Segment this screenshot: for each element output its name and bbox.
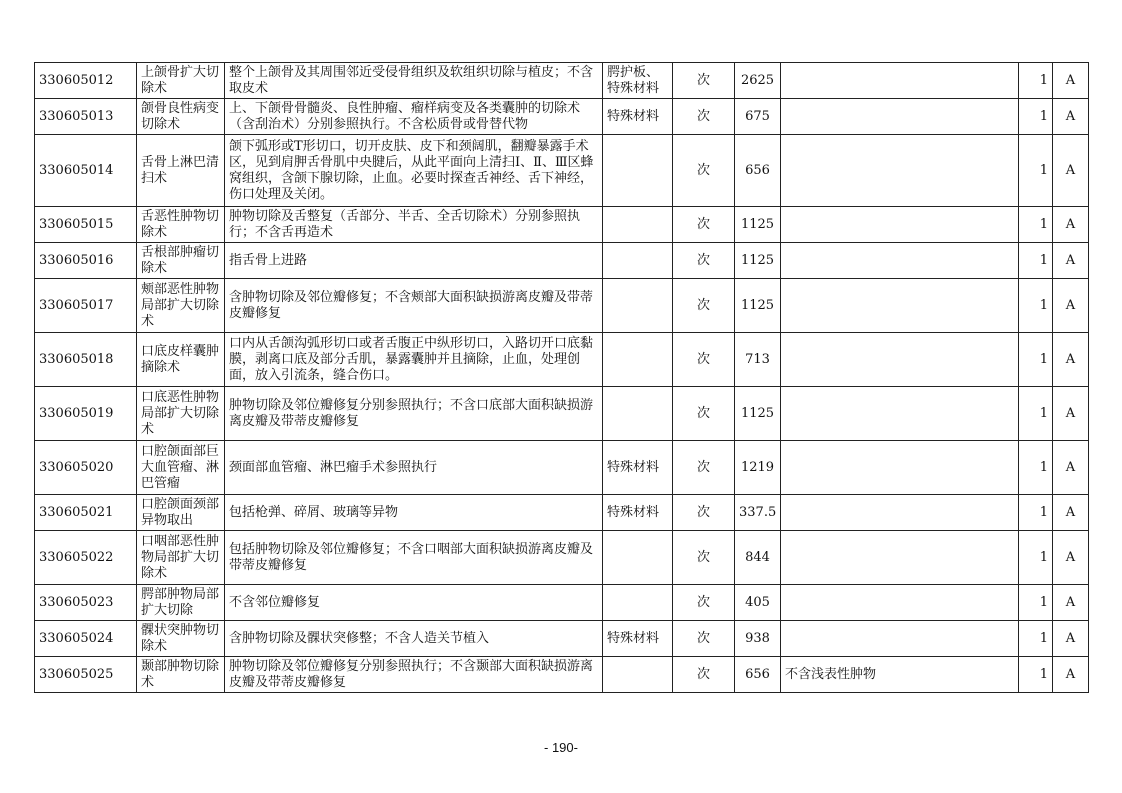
price-cell: 337.5 xyxy=(735,495,781,531)
table-row xyxy=(35,495,1089,531)
remark-cell xyxy=(781,441,1019,495)
grade-cell: A xyxy=(1053,387,1089,441)
excluded-material-cell xyxy=(603,333,673,387)
excluded-material-cell xyxy=(603,279,673,333)
unit-cell: 次 xyxy=(673,387,735,441)
item-name-cell: 上颌骨扩大切除术 xyxy=(137,63,225,99)
grade-cell: A xyxy=(1053,657,1089,693)
item-content-cell: 上、下颌骨骨髓炎、良性肿瘤、瘤样病变及各类囊肿的切除术（含刮治术）分别参照执行。不含松质骨或骨替代物 xyxy=(225,99,603,135)
grade-cell: A xyxy=(1053,441,1089,495)
price-cell: 656 xyxy=(735,135,781,207)
item-content-cell: 含肿物切除及髁状突修整；不含人造关节植入 xyxy=(225,621,603,657)
table-row xyxy=(35,585,1089,621)
price-cell: 1219 xyxy=(735,441,781,495)
remark-cell xyxy=(781,585,1019,621)
item-name-cell: 舌根部肿瘤切除术 xyxy=(137,243,225,279)
grade-cell: A xyxy=(1053,135,1089,207)
price-cell: 1125 xyxy=(735,243,781,279)
remark-cell xyxy=(781,207,1019,243)
grade-cell: A xyxy=(1053,495,1089,531)
unit-cell: 次 xyxy=(673,657,735,693)
table-row xyxy=(35,387,1089,441)
item-content-cell: 指舌骨上进路 xyxy=(225,243,603,279)
table-row xyxy=(35,657,1089,693)
remark-cell xyxy=(781,99,1019,135)
item-name-cell: 口腔颌面部巨大血管瘤、淋巴管瘤 xyxy=(137,441,225,495)
item-name-cell: 颊部恶性肿物局部扩大切除术 xyxy=(137,279,225,333)
remark-cell xyxy=(781,387,1019,441)
item-code-cell: 330605015 xyxy=(35,207,137,243)
excluded-material-cell xyxy=(603,657,673,693)
item-code-cell: 330605022 xyxy=(35,531,137,585)
table-row xyxy=(35,63,1089,99)
grade-cell: A xyxy=(1053,585,1089,621)
item-name-cell: 口咽部恶性肿物局部扩大切除术 xyxy=(137,531,225,585)
item-code-cell: 330605020 xyxy=(35,441,137,495)
remark-cell xyxy=(781,135,1019,207)
fee-schedule-table xyxy=(34,62,1089,693)
price-cell: 844 xyxy=(735,531,781,585)
item-code-cell: 330605024 xyxy=(35,621,137,657)
item-code-cell: 330605013 xyxy=(35,99,137,135)
price-cell: 675 xyxy=(735,99,781,135)
remark-cell: 不含浅表性肿物 xyxy=(781,657,1019,693)
item-code-cell: 330605023 xyxy=(35,585,137,621)
item-name-cell: 舌骨上淋巴清扫术 xyxy=(137,135,225,207)
item-code-cell: 330605018 xyxy=(35,333,137,387)
excluded-material-cell: 特殊材料 xyxy=(603,99,673,135)
item-content-cell: 整个上颌骨及其周围邻近受侵骨组织及软组织切除与植皮；不含取皮术 xyxy=(225,63,603,99)
count-cell: 1 xyxy=(1019,585,1053,621)
excluded-material-cell: 特殊材料 xyxy=(603,441,673,495)
remark-cell xyxy=(781,495,1019,531)
item-content-cell: 含肿物切除及邻位瓣修复；不含颊部大面积缺损游离皮瓣及带蒂皮瓣修复 xyxy=(225,279,603,333)
excluded-material-cell xyxy=(603,585,673,621)
count-cell: 1 xyxy=(1019,207,1053,243)
price-cell: 405 xyxy=(735,585,781,621)
unit-cell: 次 xyxy=(673,99,735,135)
item-content-cell: 不含邻位瓣修复 xyxy=(225,585,603,621)
count-cell: 1 xyxy=(1019,99,1053,135)
item-content-cell: 口内从舌颌沟弧形切口或者舌腹正中纵形切口，入路切开口底黏膜，剥离口底及部分舌肌，暴露囊肿并且摘除，止血，处理创面，放入引流条，缝合伤口。 xyxy=(225,333,603,387)
item-content-cell: 包括枪弹、碎屑、玻璃等异物 xyxy=(225,495,603,531)
count-cell: 1 xyxy=(1019,387,1053,441)
count-cell: 1 xyxy=(1019,63,1053,99)
remark-cell xyxy=(781,63,1019,99)
price-cell: 938 xyxy=(735,621,781,657)
excluded-material-cell: 腭护板、特殊材料 xyxy=(603,63,673,99)
remark-cell xyxy=(781,279,1019,333)
item-code-cell: 330605012 xyxy=(35,63,137,99)
item-name-cell: 口底恶性肿物局部扩大切除术 xyxy=(137,387,225,441)
item-code-cell: 330605016 xyxy=(35,243,137,279)
unit-cell: 次 xyxy=(673,207,735,243)
count-cell: 1 xyxy=(1019,243,1053,279)
count-cell: 1 xyxy=(1019,441,1053,495)
item-name-cell: 颞部肿物切除术 xyxy=(137,657,225,693)
excluded-material-cell xyxy=(603,387,673,441)
count-cell: 1 xyxy=(1019,495,1053,531)
item-name-cell: 髁状突肿物切除术 xyxy=(137,621,225,657)
item-code-cell: 330605025 xyxy=(35,657,137,693)
price-cell: 656 xyxy=(735,657,781,693)
item-content-cell: 包括肿物切除及邻位瓣修复；不含口咽部大面积缺损游离皮瓣及带蒂皮瓣修复 xyxy=(225,531,603,585)
item-name-cell: 口底皮样囊肿摘除术 xyxy=(137,333,225,387)
table-row xyxy=(35,135,1089,207)
grade-cell: A xyxy=(1053,63,1089,99)
remark-cell xyxy=(781,333,1019,387)
table-row xyxy=(35,441,1089,495)
price-cell: 1125 xyxy=(735,279,781,333)
table-row xyxy=(35,333,1089,387)
count-cell: 1 xyxy=(1019,135,1053,207)
item-content-cell: 肿物切除及邻位瓣修复分别参照执行；不含口底部大面积缺损游离皮瓣及带蒂皮瓣修复 xyxy=(225,387,603,441)
price-cell: 1125 xyxy=(735,387,781,441)
table-row xyxy=(35,99,1089,135)
unit-cell: 次 xyxy=(673,243,735,279)
table-row xyxy=(35,621,1089,657)
unit-cell: 次 xyxy=(673,621,735,657)
item-content-cell: 颈面部血管瘤、淋巴瘤手术参照执行 xyxy=(225,441,603,495)
unit-cell: 次 xyxy=(673,135,735,207)
count-cell: 1 xyxy=(1019,279,1053,333)
unit-cell: 次 xyxy=(673,333,735,387)
remark-cell xyxy=(781,243,1019,279)
table-row xyxy=(35,279,1089,333)
excluded-material-cell xyxy=(603,531,673,585)
table-row xyxy=(35,243,1089,279)
grade-cell: A xyxy=(1053,279,1089,333)
item-code-cell: 330605017 xyxy=(35,279,137,333)
grade-cell: A xyxy=(1053,333,1089,387)
price-cell: 1125 xyxy=(735,207,781,243)
remark-cell xyxy=(781,531,1019,585)
price-cell: 2625 xyxy=(735,63,781,99)
count-cell: 1 xyxy=(1019,333,1053,387)
excluded-material-cell xyxy=(603,207,673,243)
excluded-material-cell xyxy=(603,243,673,279)
count-cell: 1 xyxy=(1019,657,1053,693)
item-name-cell: 舌恶性肿物切除术 xyxy=(137,207,225,243)
item-code-cell: 330605019 xyxy=(35,387,137,441)
unit-cell: 次 xyxy=(673,495,735,531)
excluded-material-cell: 特殊材料 xyxy=(603,495,673,531)
table-row xyxy=(35,531,1089,585)
unit-cell: 次 xyxy=(673,63,735,99)
page-number: - 190- xyxy=(544,740,578,755)
remark-cell xyxy=(781,621,1019,657)
grade-cell: A xyxy=(1053,531,1089,585)
item-code-cell: 330605014 xyxy=(35,135,137,207)
excluded-material-cell: 特殊材料 xyxy=(603,621,673,657)
item-name-cell: 腭部肿物局部扩大切除 xyxy=(137,585,225,621)
unit-cell: 次 xyxy=(673,585,735,621)
price-cell: 713 xyxy=(735,333,781,387)
unit-cell: 次 xyxy=(673,279,735,333)
item-name-cell: 颌骨良性病变切除术 xyxy=(137,99,225,135)
grade-cell: A xyxy=(1053,99,1089,135)
item-name-cell: 口腔颌面颈部异物取出 xyxy=(137,495,225,531)
item-content-cell: 颌下弧形或T形切口，切开皮肤、皮下和颈阔肌，翻瓣暴露手术区，见到肩胛舌骨肌中央腱后，从此平面向上清扫Ⅰ、Ⅱ、Ⅲ区蜂窝组织，含颌下腺切除，止血。必要时探查舌神经、舌下神经，伤口处理及关闭。 xyxy=(225,135,603,207)
item-content-cell: 肿物切除及邻位瓣修复分别参照执行；不含颞部大面积缺损游离皮瓣及带蒂皮瓣修复 xyxy=(225,657,603,693)
item-code-cell: 330605021 xyxy=(35,495,137,531)
grade-cell: A xyxy=(1053,621,1089,657)
table-row xyxy=(35,207,1089,243)
grade-cell: A xyxy=(1053,243,1089,279)
excluded-material-cell xyxy=(603,135,673,207)
unit-cell: 次 xyxy=(673,441,735,495)
count-cell: 1 xyxy=(1019,621,1053,657)
count-cell: 1 xyxy=(1019,531,1053,585)
unit-cell: 次 xyxy=(673,531,735,585)
item-content-cell: 肿物切除及舌整复（舌部分、半舌、全舌切除术）分别参照执行；不含舌再造术 xyxy=(225,207,603,243)
grade-cell: A xyxy=(1053,207,1089,243)
